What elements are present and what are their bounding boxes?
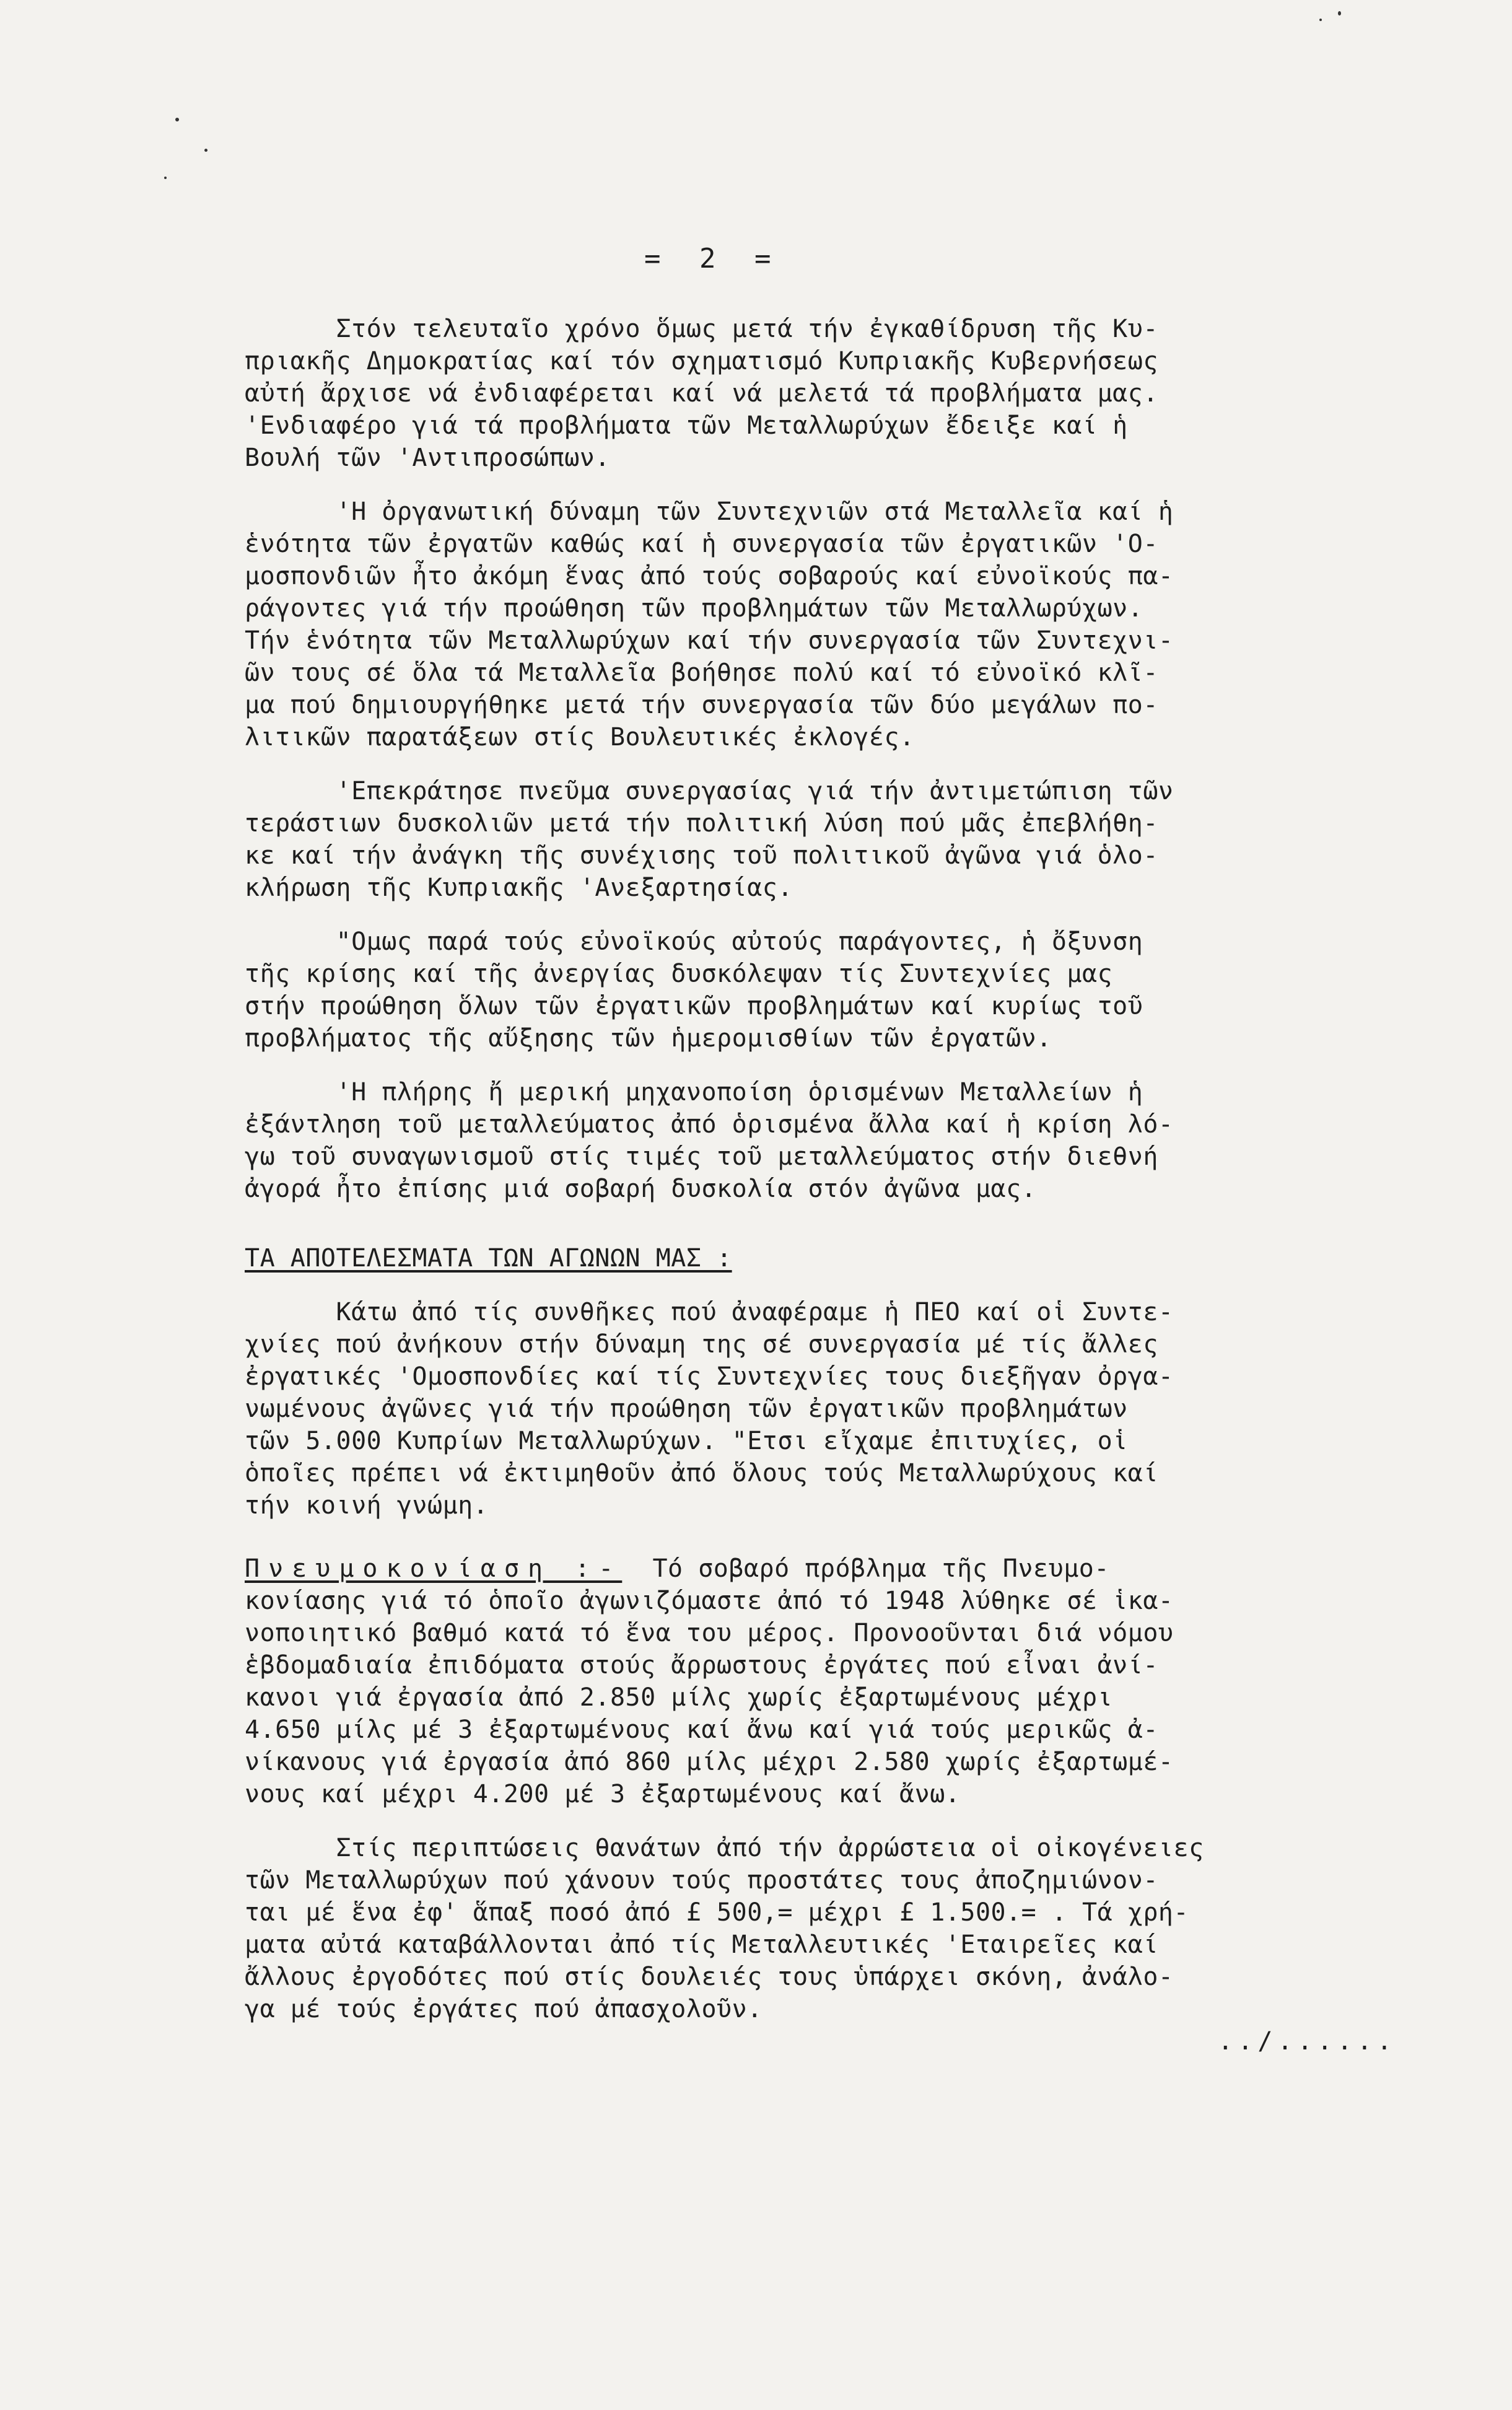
- text-line: τῆς κρίσης καί τῆς ἀνεργίας δυσκόλεψαν τίς Συντεχνίες μας: [245, 960, 1113, 988]
- text-line: 'Ενδιαφέρο γιά τά προβλήματα τῶν Μεταλλωρύχων ἔδειξε καί ἡ: [245, 411, 1128, 440]
- text-line: νοποιητικό βαθμό κατά τό ἕνα του μέρος. Προνοοῦνται διά νόμου: [245, 1619, 1174, 1647]
- text-line: 'Επεκράτησε πνεῦμα συνεργασίας γιά τήν ἀντιμετώπιση τῶν: [245, 777, 1174, 805]
- text-line: ἀγορά ἦτο ἐπίσης μιά σοβαρή δυσκολία στόν ἀγῶνα μας.: [245, 1175, 1037, 1203]
- text-line: μοσπονδιῶν ἦτο ἀκόμη ἕνας ἀπό τούς σοβαρούς καί εὐνοϊκούς πα-: [245, 562, 1174, 590]
- text-line: κονίασης γιά τό ὁποῖο ἀγωνιζόμαστε ἀπό τό 1948 λύθηκε σέ ἱκα-: [245, 1587, 1174, 1615]
- text-line: ἑνότητα τῶν ἐργατῶν καθώς καί ἡ συνεργασία τῶν ἐργατικῶν 'Ο-: [245, 530, 1158, 558]
- text-line: Τήν ἑνότητα τῶν Μεταλλωρύχων καί τήν συνεργασία τῶν Συντεχνι-: [245, 626, 1174, 655]
- text-line: ἄλλους ἐργοδότες πού στίς δουλειές τους ὑπάρχει σκόνη, ἀνάλο-: [245, 1963, 1174, 1991]
- text-line: ἐργατικές 'Ομοσπονδίες καί τίς Συντεχνίες τους διεξῆγαν ὀργα-: [245, 1362, 1174, 1391]
- text-line: γα μέ τούς ἐργάτες πού ἀπασχολοῦν.: [245, 1995, 763, 2023]
- text-line: λιτικῶν παρατάξεων στίς Βουλευτικές ἐκλογές.: [245, 723, 915, 751]
- paragraph: [245, 1076, 1409, 1205]
- text-line: Κάτω ἀπό τίς συνθῆκες πού ἀναφέραμε ἡ ΠΕΟ καί οἱ Συντε-: [245, 1298, 1174, 1326]
- scan-speck: [1338, 11, 1341, 15]
- text-line: πριακῆς Δημοκρατίας καί τόν σχηματισμό Κυπριακῆς Κυβερνήσεως: [245, 347, 1158, 375]
- text-line: "Ομως παρά τούς εὐνοϊκούς αὐτούς παράγοντες, ἡ ὄξυνση: [245, 927, 1143, 956]
- text-line: τῶν Μεταλλωρύχων πού χάνουν τούς προστάτες τους ἀποζημιώνον-: [245, 1866, 1158, 1895]
- text-line: τήν κοινή γνώμη.: [245, 1491, 489, 1520]
- text-line: ματα αὐτά καταβάλλονται ἀπό τίς Μεταλλευτικές 'Εταιρεῖες καί: [245, 1930, 1158, 1959]
- scan-speck: [175, 118, 179, 121]
- scan-speck: [164, 177, 167, 179]
- text-line: ράγοντες γιά τήν προώθηση τῶν προβλημάτων τῶν Μεταλλωρύχων.: [245, 594, 1143, 623]
- text-line: τεράστιων δυσκολιῶν μετά τήν πολιτική λύση πού μᾶς ἐπεβλήθη-: [245, 809, 1158, 838]
- text-fragment: Τό σοβαρό πρόβλημα τῆς Πνευμο-: [622, 1554, 1109, 1583]
- page-number: = 2 =: [644, 243, 782, 274]
- text-line: στήν προώθηση ὅλων τῶν ἐργατικῶν προβλημάτων καί κυρίως τοῦ: [245, 992, 1143, 1020]
- text-line: Στίς περιπτώσεις θανάτων ἀπό τήν ἀρρώστεια οἱ οἰκογένειες: [245, 1834, 1204, 1862]
- text-line: μα πού δημιουργήθηκε μετά τήν συνεργασία τῶν δύο μεγάλων πο-: [245, 691, 1158, 719]
- text-line: ἑβδομαδιαία ἐπιδόματα στούς ἄρρωστους ἐργάτες πού εἶναι ἀνί-: [245, 1651, 1158, 1680]
- text-line: κε καί τήν ἀνάγκη τῆς συνέχισης τοῦ πολιτικοῦ ἀγῶνα γιά ὁλο-: [245, 841, 1158, 870]
- text-line: τῶν 5.000 Κυπρίων Μεταλλωρύχων. "Ετσι εἴχαμε ἐπιτυχίες, οἱ: [245, 1427, 1128, 1455]
- continuation-mark: ../......: [1218, 2027, 1397, 2056]
- paragraph: [245, 775, 1409, 904]
- paragraph-pneumoconiosis: [245, 1553, 1409, 1810]
- paragraph: [245, 496, 1409, 753]
- text-line: ῶν τους σέ ὅλα τά Μεταλλεῖα βοήθησε πολύ καί τό εὐνοϊκό κλῖ-: [245, 659, 1158, 687]
- text-line: νωμένους ἀγῶνες γιά τήν προώθηση τῶν ἐργατικῶν προβλημάτων: [245, 1395, 1128, 1423]
- document-body: [245, 313, 1409, 2057]
- paragraph: [245, 926, 1409, 1054]
- paragraph: [245, 1832, 1409, 2025]
- paragraph: [245, 1296, 1409, 1522]
- text-line: Βουλή τῶν 'Αντιπροσώπων.: [245, 444, 610, 472]
- scan-speck: [1319, 19, 1322, 21]
- text-line: κλήρωση τῆς Κυπριακῆς 'Ανεξαρτησίας.: [245, 874, 793, 902]
- text-line: γω τοῦ συναγωνισμοῦ στίς τιμές τοῦ μεταλλεύματος στήν διεθνή: [245, 1142, 1158, 1171]
- text-line: προβλήματος τῆς αὔξησης τῶν ἡμερομισθίων τῶν ἐργατῶν.: [245, 1024, 1052, 1053]
- paragraph: [245, 313, 1409, 474]
- text-line: νους καί μέχρι 4.200 μέ 3 ἐξαρτωμένους καί ἄνω.: [245, 1780, 961, 1808]
- text-line: 'Η πλήρης ἤ μερική μηχανοποίση ὁρισμένων Μεταλλείων ἡ: [245, 1078, 1143, 1106]
- text-line: Στόν τελευταῖο χρόνο ὅμως μετά τήν ἐγκαθίδρυση τῆς Κυ-: [245, 315, 1158, 343]
- text-line: [245, 1553, 1409, 1585]
- subheading-pneumoconiosis: Πνευμοκονίαση :-: [245, 1554, 623, 1583]
- scan-speck: [204, 149, 208, 152]
- text-line: ὁποῖες πρέπει νά ἐκτιμηθοῦν ἀπό ὅλους τούς Μεταλλωρύχους καί: [245, 1459, 1158, 1488]
- text-line: ται μέ ἕνα ἐφ' ἅπαξ ποσό ἀπό £ 500,= μέχρι £ 1.500.= . Τά χρή-: [245, 1898, 1189, 1927]
- text-line: 'Η ὀργανωτική δύναμη τῶν Συντεχνιῶν στά Μεταλλεῖα καί ἡ: [245, 497, 1174, 526]
- text-line: 4.650 μίλς μέ 3 ἐξαρτωμένους καί ἄνω καί γιά τούς μερικῶς ἀ-: [245, 1715, 1158, 1744]
- text-line: νίκανους γιά ἐργασία ἀπό 860 μίλς μέχρι 2.580 χωρίς ἐξαρτωμέ-: [245, 1748, 1174, 1776]
- section-heading: ΤΑ ΑΠΟΤΕΛΕΣΜΑΤΑ ΤΩΝ ΑΓΩΝΩΝ ΜΑΣ :: [245, 1244, 732, 1273]
- text-line: αὐτή ἄρχισε νά ἐνδιαφέρεται καί νά μελετά τά προβλήματα μας.: [245, 379, 1158, 408]
- text-line: κανοι γιά ἐργασία ἀπό 2.850 μίλς χωρίς ἐξαρτωμένους μέχρι: [245, 1683, 1113, 1712]
- text-line: ἐξάντληση τοῦ μεταλλεύματος ἀπό ὁρισμένα ἄλλα καί ἡ κρίση λό-: [245, 1110, 1174, 1139]
- text-line: χνίες πού ἀνήκουν στήν δύναμη της σέ συνεργασία μέ τίς ἄλλες: [245, 1330, 1158, 1359]
